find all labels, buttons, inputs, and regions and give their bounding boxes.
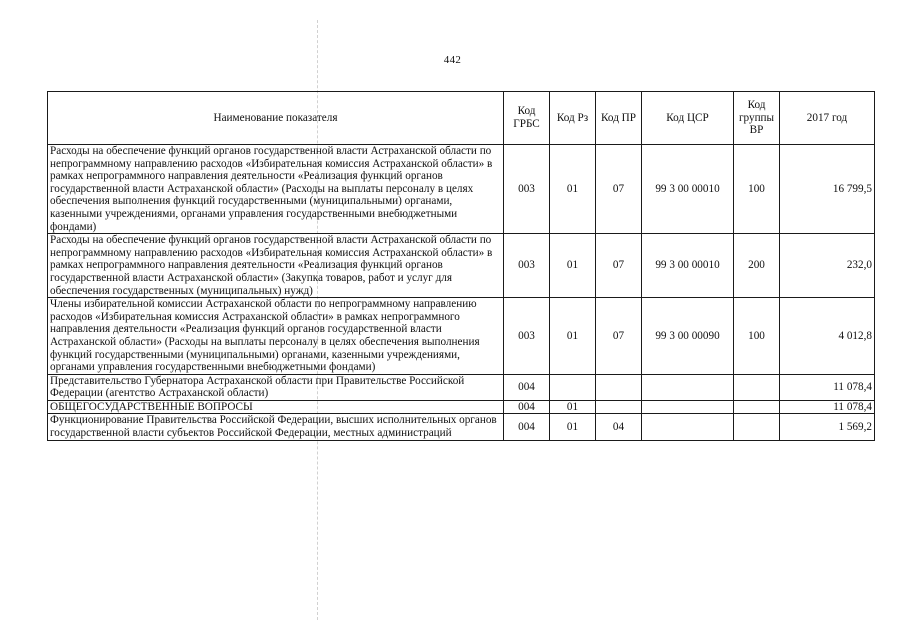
page-number: 442 [443,54,462,66]
row-grbs: 004 [504,374,550,400]
row-amount: 1 569,2 [780,414,875,440]
row-name: Расходы на обеспечение функций органов государственной власти Астраханской области по непрограммному направлению расходов «Избирательная комиссия Астраханской области» в рамках непрограммного направления деятельности «Реализация функций органов государственной власти Астраханской области» (Закупка товаров, работ и услуг для обеспечения государственных (муниципальных) нужд) [48,234,504,298]
row-grbs: 003 [504,145,550,234]
row-csr [642,414,734,440]
row-amount: 4 012,8 [780,298,875,375]
table-row [48,234,875,298]
row-rz: 01 [550,414,596,440]
row-grbs: 004 [504,400,550,414]
row-name: Члены избирательной комиссии Астраханской области по непрограммному направлению расходов «Избирательная комиссия Астраханской области» в рамках непрограммного направления деятельности «Реализация функций органов государственной власти Астраханской области» (Расходы на выплаты персоналу в целях обеспечения выполнения функций государственными (муниципальными) органами, казенными учреждениями, органами управления государственными внебюджетными фондами) [48,298,504,375]
row-pr [596,374,642,400]
table-row [48,145,875,234]
table-row [48,374,875,400]
row-vr [734,400,780,414]
budget-table [47,91,875,441]
row-pr: 07 [596,234,642,298]
row-vr [734,414,780,440]
row-vr: 200 [734,234,780,298]
row-pr [596,400,642,414]
header-vr: Код группы ВР [734,92,780,145]
row-rz: 01 [550,234,596,298]
row-vr [734,374,780,400]
table-row [48,298,875,375]
row-name: ОБЩЕГОСУДАРСТВЕННЫЕ ВОПРОСЫ [48,400,504,414]
header-name: Наименование показателя [48,92,504,145]
row-grbs: 003 [504,234,550,298]
header-grbs: Код ГРБС [504,92,550,145]
row-name: Расходы на обеспечение функций органов государственной власти Астраханской области по непрограммному направлению расходов «Избирательная комиссия Астраханской области» в рамках непрограммного направления деятельности «Реализация функций органов государственной власти Астраханской области» (Расходы на выплаты персоналу в целях обеспечения выполнения функций государственными (муниципальными) органами, казенными учреждениями, органами управления государственными внебюджетными фондами) [48,145,504,234]
row-csr [642,400,734,414]
header-year-2017: 2017 год [780,92,875,145]
header-csr: Код ЦСР [642,92,734,145]
table-row [48,400,875,414]
row-pr: 04 [596,414,642,440]
row-vr: 100 [734,145,780,234]
row-pr: 07 [596,145,642,234]
table-header-row [48,92,875,145]
row-amount: 16 799,5 [780,145,875,234]
row-grbs: 004 [504,414,550,440]
row-amount: 11 078,4 [780,374,875,400]
row-rz: 01 [550,145,596,234]
row-rz: 01 [550,298,596,375]
row-pr: 07 [596,298,642,375]
row-amount: 11 078,4 [780,400,875,414]
row-csr: 99 3 00 00010 [642,145,734,234]
row-name: Представительство Губернатора Астраханской области при Правительстве Российской Федерации (агентство Астраханской области) [48,374,504,400]
row-csr [642,374,734,400]
row-csr: 99 3 00 00090 [642,298,734,375]
header-pr: Код ПР [596,92,642,145]
row-name: Функционирование Правительства Российской Федерации, высших исполнительных органов государственной власти субъектов Российской Федерации, местных администраций [48,414,504,440]
row-amount: 232,0 [780,234,875,298]
row-rz [550,374,596,400]
header-rz: Код Рз [550,92,596,145]
row-rz: 01 [550,400,596,414]
table-row [48,414,875,440]
row-csr: 99 3 00 00010 [642,234,734,298]
row-vr: 100 [734,298,780,375]
row-grbs: 003 [504,298,550,375]
